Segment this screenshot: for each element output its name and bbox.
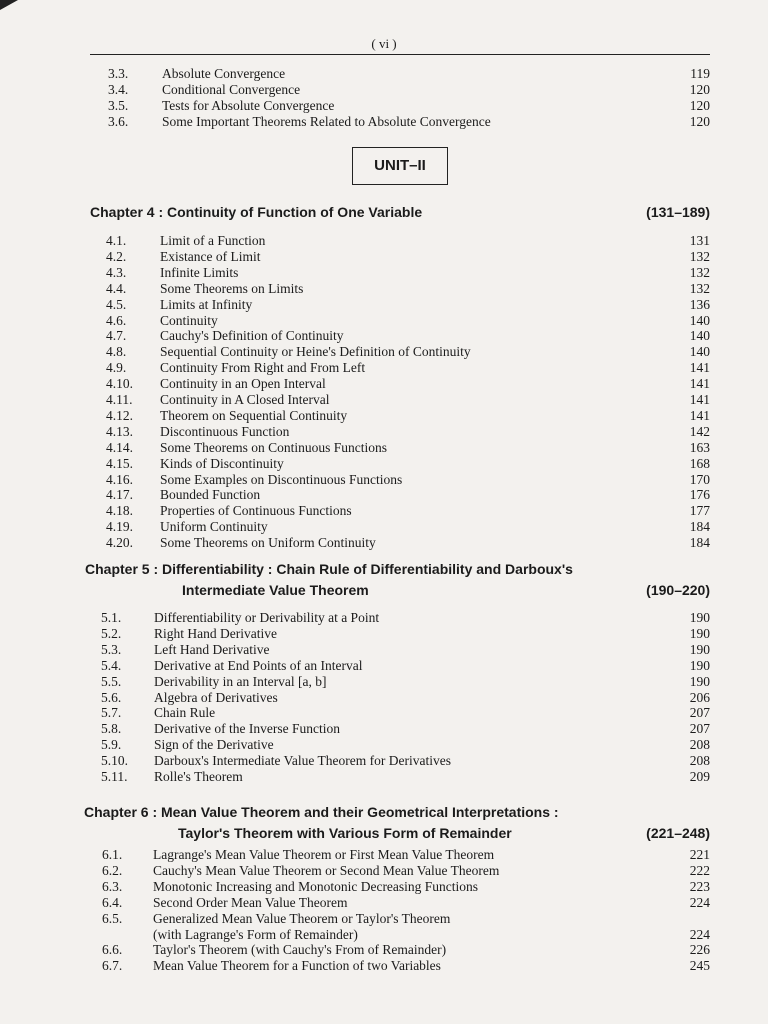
toc-entry [0, 769, 768, 785]
entry-page: 190 [689, 673, 710, 689]
toc-entry [0, 98, 768, 114]
entry-title: Cauchy's Definition of Continuity [160, 328, 344, 344]
entry-number: 4.17. [106, 487, 133, 503]
toc-entry [0, 456, 768, 472]
entry-title: Conditional Convergence [162, 82, 301, 97]
entry-title: Taylor's Theorem (with Cauchy's From of Remainder) [153, 942, 447, 958]
entry-page: 190 [689, 610, 710, 625]
entry-page: 163 [689, 439, 710, 455]
entry-title: Existance of Limit [160, 248, 261, 264]
entry-title: Absolute Convergence [162, 66, 286, 81]
entry-number: 4.10. [106, 376, 133, 392]
entry-title: Derivative of the Inverse Function [154, 721, 340, 737]
toc-entry [0, 360, 768, 376]
toc-entry [0, 958, 768, 974]
entry-page: 132 [689, 280, 710, 296]
toc-entry [0, 753, 768, 769]
toc-entry [0, 503, 768, 519]
toc-entry [0, 313, 768, 329]
entry-title: Left Hand Derivative [154, 641, 270, 657]
entry-number: 5.9. [101, 737, 122, 753]
entry-number: 4.5. [106, 296, 127, 312]
entry-number: 3.6. [108, 114, 129, 129]
entry-page: 140 [689, 328, 710, 344]
entry-page: 120 [689, 98, 710, 113]
entry-title: Chain Rule [154, 705, 216, 721]
entry-title: Algebra of Derivatives [154, 689, 278, 705]
entry-title: Some Theorems on Limits [160, 280, 304, 296]
toc-entry [0, 281, 768, 297]
entry-page: 120 [689, 82, 710, 97]
toc-entry [0, 472, 768, 488]
entry-title: Limit of a Function [160, 233, 266, 248]
entry-page: 119 [690, 66, 710, 81]
entry-title: Generalized Mean Value Theorem or Taylor's Theorem [153, 910, 451, 926]
toc-entry [0, 66, 768, 82]
entry-number: 6.3. [102, 878, 123, 894]
entry-title: Limits at Infinity [160, 296, 253, 312]
toc-entry [0, 82, 768, 98]
entry-page: 190 [689, 641, 710, 657]
entry-title: Kinds of Discontinuity [160, 455, 284, 471]
entry-title: Rolle's Theorem [154, 769, 243, 784]
entry-title: Derivability in an Interval [a, b] [154, 673, 327, 689]
entry-number: 3.5. [108, 98, 129, 113]
entry-number: 4.11. [106, 392, 133, 407]
entry-number: 5.2. [101, 625, 122, 641]
toc-entry [0, 690, 768, 706]
entry-title: Darboux's Intermediate Value Theorem for Derivatives [154, 753, 451, 769]
entry-page: 222 [689, 862, 710, 878]
entry-title: Uniform Continuity [160, 519, 268, 535]
entry-title: Monotonic Increasing and Monotonic Decreasing Functions [153, 878, 479, 894]
entry-number: 4.3. [106, 264, 127, 280]
page-folio: ( vi ) [371, 36, 397, 51]
chapter-page-range: (221–248) [646, 825, 710, 841]
entry-title: Discontinuous Function [160, 423, 290, 439]
toc-entry [0, 674, 768, 690]
entry-page: 221 [689, 847, 710, 862]
entry-page: 190 [689, 657, 710, 673]
entry-number: 3.4. [108, 82, 129, 97]
entry-page: 224 [689, 926, 710, 942]
entry-number: 4.13. [106, 423, 133, 439]
entry-number: 6.2. [102, 862, 123, 878]
entry-page: 136 [689, 296, 710, 312]
entry-title: Some Examples on Discontinuous Functions [160, 471, 403, 487]
entry-title: Sign of the Derivative [154, 737, 274, 753]
toc-entry [0, 376, 768, 392]
entry-title: Theorem on Sequential Continuity [160, 407, 348, 423]
toc-entry [0, 626, 768, 642]
toc-entry [0, 114, 768, 130]
toc-entry [0, 737, 768, 753]
entry-title: Sequential Continuity or Heine's Definition of Continuity [160, 344, 471, 360]
chapter-page-range: (190–220) [646, 582, 710, 598]
entry-page: 208 [689, 753, 710, 769]
entry-number: 4.6. [106, 312, 127, 328]
entry-number: 6.4. [102, 894, 123, 910]
entry-title: Differentiability or Derivability at a Point [154, 610, 380, 625]
entry-number: 5.8. [101, 721, 122, 737]
entry-title: Right Hand Derivative [154, 625, 277, 641]
entry-title: Some Theorems on Continuous Functions [160, 439, 388, 455]
entry-number: 5.7. [101, 705, 122, 721]
entry-title: Infinite Limits [160, 264, 239, 280]
toc-entry [0, 297, 768, 313]
toc-entry [0, 847, 768, 863]
entry-number: 4.18. [106, 503, 133, 519]
toc-entry [0, 392, 768, 408]
entry-number: 5.1. [101, 610, 122, 625]
entry-page: 140 [689, 312, 710, 328]
entry-number: 4.1. [106, 233, 127, 248]
entry-page: 224 [689, 894, 710, 910]
entry-title: Mean Value Theorem for a Function of two Variables [153, 958, 441, 974]
toc-entry [0, 487, 768, 503]
entry-title: Continuity in A Closed Interval [160, 392, 330, 407]
entry-number: 4.19. [106, 519, 133, 535]
toc-entry [0, 328, 768, 344]
entry-number: 4.15. [106, 455, 133, 471]
entry-number: 5.5. [101, 673, 122, 689]
entry-title: Second Order Mean Value Theorem [153, 894, 348, 910]
entry-page: 245 [689, 958, 710, 974]
toc-entry [0, 927, 768, 943]
entry-number: 3.3. [108, 66, 129, 81]
entry-number: 5.4. [101, 657, 122, 673]
toc-entry [0, 249, 768, 265]
toc-entry [0, 535, 768, 551]
entry-page: 176 [689, 487, 710, 503]
toc-entry [0, 705, 768, 721]
toc-entry [0, 424, 768, 440]
toc-entry [0, 233, 768, 249]
entry-title: Tests for Absolute Convergence [162, 98, 335, 113]
entry-number: 4.8. [106, 344, 127, 360]
page-corner-shadow [0, 0, 18, 10]
entry-page: 177 [689, 503, 710, 519]
entry-number: 4.2. [106, 248, 127, 264]
entry-number: 4.9. [106, 360, 127, 376]
entry-page: 141 [689, 392, 710, 407]
toc-entry [0, 519, 768, 535]
entry-page: 168 [689, 455, 710, 471]
unit-heading: UNIT–II [352, 147, 448, 185]
toc-entry [0, 344, 768, 360]
chapter-title: Chapter 5 : Differentiability : Chain Rule of Differentiability and Darboux's [85, 561, 573, 577]
entry-number: 5.3. [101, 641, 122, 657]
entry-page: 207 [689, 721, 710, 737]
entry-page: 170 [689, 471, 710, 487]
toc-entry [0, 265, 768, 281]
entry-number: 5.6. [101, 689, 122, 705]
entry-page: 142 [689, 423, 710, 439]
entry-number: 6.7. [102, 958, 123, 974]
toc-entry [0, 642, 768, 658]
entry-page: 223 [689, 878, 710, 894]
entry-page: 120 [689, 114, 710, 129]
entry-number: 5.10. [101, 753, 128, 769]
entry-title: Some Important Theorems Related to Absolute Convergence [162, 114, 491, 129]
entry-page: 207 [689, 705, 710, 721]
entry-page: 184 [689, 519, 710, 535]
toc-entry [0, 408, 768, 424]
toc-entry [0, 863, 768, 879]
entry-page: 184 [689, 535, 710, 551]
chapter-title-continued: Taylor's Theorem with Various Form of Remainder [178, 825, 512, 841]
toc-entry [0, 895, 768, 911]
entry-title: Derivative at End Points of an Interval [154, 657, 363, 673]
entry-page: 209 [689, 769, 710, 784]
entry-page: 206 [689, 689, 710, 705]
entry-number: 4.7. [106, 328, 127, 344]
entry-title: Bounded Function [160, 487, 261, 503]
entry-number: 6.6. [102, 942, 123, 958]
toc-entry [0, 658, 768, 674]
entry-number: 4.20. [106, 535, 133, 551]
entry-number: 4.16. [106, 471, 133, 487]
toc-entry [0, 911, 768, 927]
entry-title: Continuity From Right and From Left [160, 360, 366, 376]
entry-page: 132 [689, 248, 710, 264]
toc-entry [0, 879, 768, 895]
entry-title: Lagrange's Mean Value Theorem or First Mean Value Theorem [153, 847, 495, 862]
entry-number: 6.1. [102, 847, 123, 862]
entry-number: 4.4. [106, 280, 127, 296]
entry-page: 141 [689, 376, 710, 392]
chapter-title: Chapter 6 : Mean Value Theorem and their Geometrical Interpretations : [84, 804, 559, 820]
toc-entry [0, 942, 768, 958]
entry-title: Cauchy's Mean Value Theorem or Second Mean Value Theorem [153, 862, 500, 878]
entry-title: (with Lagrange's Form of Remainder) [153, 926, 358, 942]
header-rule [90, 54, 710, 55]
entry-page: 140 [689, 344, 710, 360]
entry-title: Continuity in an Open Interval [160, 376, 326, 392]
entry-page: 141 [689, 407, 710, 423]
chapter-title-continued: Intermediate Value Theorem [182, 582, 369, 598]
entry-title: Some Theorems on Uniform Continuity [160, 535, 376, 551]
entry-page: 226 [689, 942, 710, 958]
toc-entry [0, 440, 768, 456]
entry-number: 4.12. [106, 407, 133, 423]
chapter-title: Chapter 4 : Continuity of Function of One Variable [90, 204, 423, 220]
entry-page: 141 [689, 360, 710, 376]
entry-page: 208 [689, 737, 710, 753]
entry-title: Properties of Continuous Functions [160, 503, 352, 519]
toc-entry [0, 610, 768, 626]
entry-number: 6.5. [102, 910, 123, 926]
entry-page: 132 [689, 264, 710, 280]
entry-title: Continuity [160, 312, 218, 328]
entry-page: 190 [689, 625, 710, 641]
entry-number: 4.14. [106, 439, 133, 455]
entry-page: 131 [689, 233, 710, 248]
toc-entry [0, 721, 768, 737]
chapter-page-range: (131–189) [646, 204, 710, 220]
entry-number: 5.11. [101, 769, 128, 784]
